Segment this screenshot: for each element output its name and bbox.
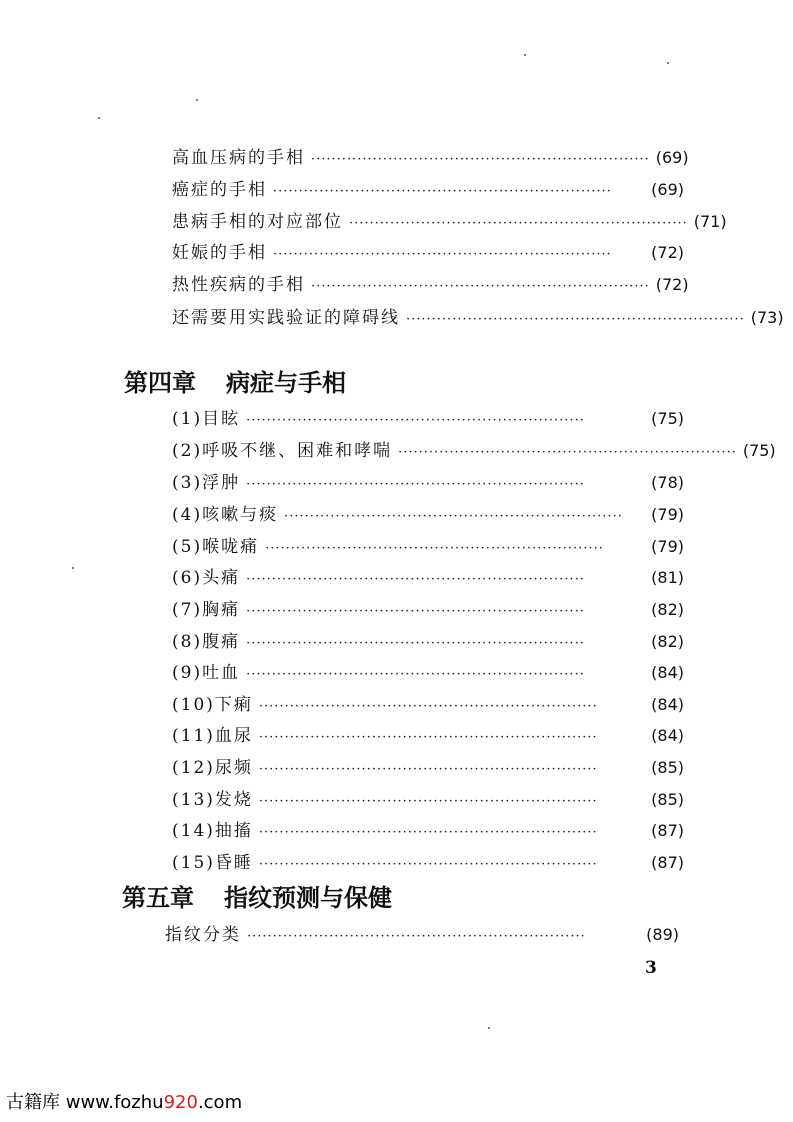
leader-dots: ·································································· bbox=[258, 857, 598, 872]
toc-entry bbox=[172, 440, 776, 464]
leader-dots: ·································································· bbox=[246, 604, 585, 619]
leader-dots: ·································································· bbox=[246, 572, 585, 587]
scan-speck bbox=[98, 117, 100, 119]
leader-dots: ·································································· bbox=[258, 699, 598, 714]
entry-page: (75) bbox=[651, 409, 684, 428]
leader-dots: ·································································· bbox=[311, 279, 650, 294]
toc-entry bbox=[172, 567, 684, 591]
toc-entry bbox=[172, 820, 684, 844]
chapter-title: 病症与手相 bbox=[226, 369, 346, 397]
leader-dots: ·································································· bbox=[284, 509, 623, 524]
entry-page: (85) bbox=[651, 758, 684, 777]
entry-page: (72) bbox=[655, 275, 689, 294]
entry-title: (8)腹痛 bbox=[172, 632, 241, 652]
entry-title: (2)呼吸不继、困难和哮喘 bbox=[172, 441, 393, 461]
entry-page: (81) bbox=[651, 568, 684, 587]
entry-page: (84) bbox=[651, 726, 684, 745]
entry-title: (11)血尿 bbox=[172, 726, 253, 746]
entry-title: (13)发烧 bbox=[172, 790, 253, 810]
entry-title: 妊娠的手相 bbox=[172, 243, 267, 263]
entry-title: (7)胸痛 bbox=[172, 600, 241, 620]
leader-dots: ·································································· bbox=[258, 825, 598, 840]
entry-title: (4)咳嗽与痰 bbox=[172, 505, 279, 525]
entry-title: 高血压病的手相 bbox=[172, 148, 305, 168]
chapter-label: 第五章 bbox=[122, 884, 194, 912]
entry-title: (14)抽搐 bbox=[172, 821, 253, 841]
entry-page: (82) bbox=[651, 600, 684, 619]
entry-title: (12)尿频 bbox=[172, 758, 253, 778]
entry-page: (87) bbox=[651, 853, 684, 872]
entry-title: (1)目眩 bbox=[172, 409, 241, 429]
page-number: 3 bbox=[645, 958, 657, 978]
entry-page: (79) bbox=[651, 537, 684, 556]
watermark bbox=[6, 1088, 242, 1114]
scan-speck bbox=[196, 99, 198, 101]
leader-dots: ·································································· bbox=[349, 216, 688, 231]
watermark-suffix: .com bbox=[197, 1092, 243, 1113]
entry-page: (79) bbox=[651, 505, 684, 524]
entry-title: 癌症的手相 bbox=[172, 180, 267, 200]
scan-speck bbox=[667, 62, 669, 64]
scan-speck bbox=[524, 54, 526, 56]
toc-entry bbox=[172, 147, 689, 171]
leader-dots: ·································································· bbox=[246, 413, 585, 428]
toc-entry bbox=[172, 757, 684, 781]
leader-dots: ·································································· bbox=[246, 477, 585, 492]
leader-dots: ·································································· bbox=[246, 636, 585, 651]
entry-title: 患病手相的对应部位 bbox=[172, 212, 343, 232]
leader-dots: ·································································· bbox=[406, 312, 745, 327]
entry-title: (9)吐血 bbox=[172, 663, 241, 683]
entry-title: (6)头痛 bbox=[172, 568, 241, 588]
toc-entry bbox=[172, 631, 684, 655]
toc-entry bbox=[172, 662, 684, 686]
entry-page: (75) bbox=[742, 441, 776, 460]
entry-page: (89) bbox=[646, 925, 679, 944]
entry-title: 还需要用实践验证的障碍线 bbox=[172, 308, 400, 328]
toc-entry bbox=[172, 504, 684, 528]
leader-dots: ·································································· bbox=[258, 730, 598, 745]
toc-entry bbox=[172, 536, 684, 560]
entry-page: (78) bbox=[651, 473, 684, 492]
toc-entry bbox=[172, 852, 684, 876]
toc-entry bbox=[172, 472, 684, 496]
entry-page: (72) bbox=[651, 243, 684, 262]
entry-title: (3)浮肿 bbox=[172, 473, 241, 493]
entry-title: 热性疾病的手相 bbox=[172, 275, 305, 295]
entry-title: (5)喉咙痛 bbox=[172, 537, 260, 557]
leader-dots: ·································································· bbox=[398, 445, 737, 460]
toc-entry bbox=[172, 211, 727, 235]
toc-entry bbox=[172, 274, 689, 298]
leader-dots: ·································································· bbox=[273, 184, 612, 199]
toc-entry bbox=[165, 924, 679, 948]
entry-page: (73) bbox=[750, 308, 784, 327]
leader-dots: ·································································· bbox=[247, 929, 586, 944]
entry-title: (15)昏睡 bbox=[172, 853, 253, 873]
entry-page: (82) bbox=[651, 632, 684, 651]
leader-dots: ·································································· bbox=[311, 152, 650, 167]
toc-entry bbox=[172, 242, 684, 266]
watermark-prefix: 古籍库 www.fozhu bbox=[6, 1092, 164, 1113]
toc-entry bbox=[172, 599, 684, 623]
toc-entry bbox=[172, 725, 684, 749]
entry-title: 指纹分类 bbox=[165, 925, 241, 945]
toc-entry bbox=[172, 179, 684, 203]
chapter-heading bbox=[122, 883, 392, 913]
entry-page: (87) bbox=[651, 821, 684, 840]
leader-dots: ·································································· bbox=[258, 794, 598, 809]
scan-speck bbox=[72, 567, 74, 569]
toc-entry bbox=[172, 694, 684, 718]
entry-page: (69) bbox=[655, 148, 689, 167]
entry-page: (71) bbox=[693, 212, 727, 231]
toc-entry bbox=[172, 408, 684, 432]
leader-dots: ·································································· bbox=[273, 247, 612, 262]
toc-entry bbox=[172, 307, 784, 331]
entry-page: (84) bbox=[651, 695, 684, 714]
scan-speck bbox=[488, 1027, 490, 1029]
leader-dots: ·································································· bbox=[265, 541, 604, 556]
chapter-title: 指纹预测与保健 bbox=[224, 884, 392, 912]
entry-page: (85) bbox=[651, 790, 684, 809]
leader-dots: ·································································· bbox=[258, 762, 598, 777]
leader-dots: ·································································· bbox=[246, 667, 585, 682]
entry-page: (69) bbox=[651, 180, 684, 199]
chapter-heading bbox=[124, 368, 346, 398]
watermark-accent: 920 bbox=[163, 1092, 198, 1113]
entry-page: (84) bbox=[651, 663, 684, 682]
toc-entry bbox=[172, 789, 684, 813]
chapter-label: 第四章 bbox=[124, 369, 196, 397]
entry-title: (10)下痢 bbox=[172, 695, 253, 715]
